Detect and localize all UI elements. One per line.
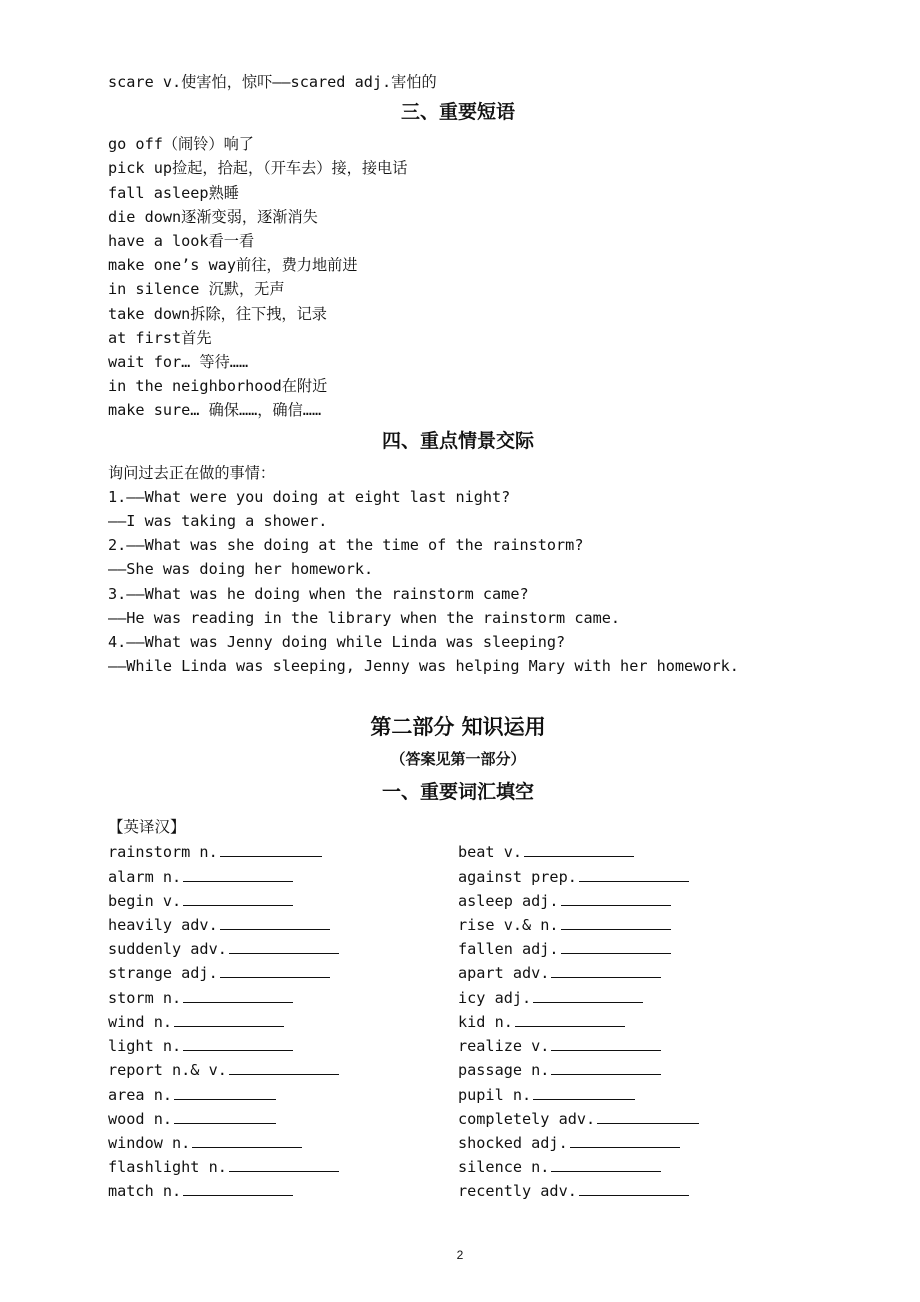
vocab-word: pupil n. — [458, 1085, 532, 1104]
answer-blank[interactable] — [551, 1059, 661, 1075]
answer-blank[interactable] — [229, 938, 339, 954]
en-to-cn-label: 【英译汉】 — [108, 818, 186, 837]
phrase-item: fall asleep熟睡 — [108, 183, 239, 202]
vocab-item — [458, 1083, 808, 1107]
dialogue-line: 4.——What was Jenny doing while Linda was sleeping? — [108, 633, 566, 652]
phrase-item: wait for… 等待…… — [108, 353, 249, 372]
phrase-item: in silence 沉默，无声 — [108, 280, 285, 299]
vocab-item — [108, 1058, 458, 1082]
dialogue-list — [108, 485, 808, 679]
vocab-item — [108, 913, 458, 937]
answer-blank[interactable] — [229, 1156, 339, 1172]
page-number: 2 — [456, 1248, 464, 1262]
vocab-item — [458, 840, 808, 864]
vocab-word: realize v. — [458, 1037, 550, 1056]
vocab-item — [458, 1131, 808, 1155]
vocab-word: recently adv. — [458, 1182, 577, 1201]
phrase-item: take down拆除，往下拽，记录 — [108, 304, 327, 323]
vocab-word: kid n. — [458, 1012, 513, 1031]
vocab-word: rise v.& n. — [458, 916, 559, 935]
vocab-word: begin v. — [108, 891, 182, 910]
phrase-item: have a look看一看 — [108, 232, 255, 251]
answer-note: （答案见第一部分） — [390, 750, 526, 769]
vocab-heading: 一、重要词汇填空 — [381, 781, 534, 804]
vocab-item — [458, 889, 808, 913]
dialogue-line: ——She was doing her homework. — [108, 560, 374, 579]
dialogue-line: 3.——What was he doing when the rainstorm came? — [108, 584, 529, 603]
vocab-item — [458, 1010, 808, 1034]
answer-blank[interactable] — [561, 938, 671, 954]
vocab-item — [458, 1058, 808, 1082]
phrase-item: in the neighborhood在附近 — [108, 377, 328, 396]
vocab-right-column — [458, 840, 808, 1203]
vocab-item — [108, 840, 458, 864]
vocab-item — [458, 1179, 808, 1203]
answer-blank[interactable] — [220, 962, 330, 978]
vocab-word: fallen adj. — [458, 940, 559, 959]
vocab-word: window n. — [108, 1133, 191, 1152]
dialogue-line: 1.——What were you doing at eight last night? — [108, 487, 511, 506]
vocab-item — [108, 889, 458, 913]
answer-blank[interactable] — [533, 1084, 635, 1100]
vocab-word: match n. — [108, 1182, 182, 1201]
vocab-word: passage n. — [458, 1061, 550, 1080]
answer-blank[interactable] — [174, 1011, 284, 1027]
vocab-item — [108, 1179, 458, 1203]
vocab-word: beat v. — [458, 843, 523, 862]
vocab-item — [458, 865, 808, 889]
vocab-left-column — [108, 840, 458, 1203]
vocab-item — [458, 986, 808, 1010]
phrase-item: die down逐渐变弱，逐渐消失 — [108, 207, 318, 226]
vocab-word: rainstorm n. — [108, 843, 218, 862]
vocab-word: asleep adj. — [458, 891, 559, 910]
vocab-word: heavily adv. — [108, 916, 218, 935]
phrase-item: make sure… 确保……，确信…… — [108, 401, 322, 420]
answer-blank[interactable] — [220, 841, 322, 857]
dialogue-intro: 询问过去正在做的事情： — [108, 463, 276, 482]
vocab-word: strange adj. — [108, 964, 218, 983]
dialogue-line: ——While Linda was sleeping, Jenny was helping Mary with her homework. — [108, 657, 739, 676]
vocab-word: apart adv. — [458, 964, 550, 983]
answer-blank[interactable] — [229, 1059, 339, 1075]
answer-blank[interactable] — [515, 1011, 625, 1027]
part-2-title: 第二部分 知识运用 — [370, 715, 546, 740]
phrase-item: at first首先 — [108, 328, 212, 347]
phrase-list — [108, 132, 808, 422]
dialogue-line: ——I was taking a shower. — [108, 512, 328, 531]
vocab-word: light n. — [108, 1037, 182, 1056]
vocab-item — [108, 865, 458, 889]
answer-blank[interactable] — [551, 1156, 661, 1172]
vocab-item — [108, 1034, 458, 1058]
dialogue-line: ——He was reading in the library when the rainstorm came. — [108, 608, 621, 627]
vocab-word: alarm n. — [108, 867, 182, 886]
document-page — [108, 70, 808, 1204]
answer-blank[interactable] — [551, 1035, 661, 1051]
vocab-word: wind n. — [108, 1012, 173, 1031]
vocab-item — [458, 1107, 808, 1131]
vocab-item — [458, 1155, 808, 1179]
answer-blank[interactable] — [570, 1132, 680, 1148]
phrase-item: make one’s way前往，费力地前进 — [108, 256, 358, 275]
answer-blank[interactable] — [183, 1035, 293, 1051]
answer-blank[interactable] — [524, 841, 634, 857]
answer-blank[interactable] — [174, 1108, 276, 1124]
vocab-word: icy adj. — [458, 988, 532, 1007]
vocab-word: shocked adj. — [458, 1133, 568, 1152]
vocab-item — [458, 937, 808, 961]
phrase-item: go off（闹铃）响了 — [108, 135, 254, 154]
answer-blank[interactable] — [533, 987, 643, 1003]
vocab-item — [108, 1010, 458, 1034]
dialogue-line: 2.——What was she doing at the time of the rainstorm? — [108, 536, 584, 555]
section-3-heading: 三、重要短语 — [400, 101, 515, 124]
answer-blank[interactable] — [183, 890, 293, 906]
vocab-word: wood n. — [108, 1109, 173, 1128]
section-4-heading: 四、重点情景交际 — [381, 429, 534, 452]
vocab-table — [108, 840, 808, 1203]
answer-blank[interactable] — [183, 866, 293, 882]
vocab-item — [108, 1083, 458, 1107]
vocab-word: silence n. — [458, 1158, 550, 1177]
vocab-word: against prep. — [458, 867, 577, 886]
vocab-item — [108, 986, 458, 1010]
vocab-item — [108, 937, 458, 961]
answer-blank[interactable] — [174, 1084, 276, 1100]
phrase-item: pick up捡起，拾起，（开车去）接，接电话 — [108, 159, 408, 178]
vocab-word: flashlight n. — [108, 1158, 227, 1177]
answer-blank[interactable] — [192, 1132, 302, 1148]
vocab-item — [458, 913, 808, 937]
vocab-word: area n. — [108, 1085, 173, 1104]
answer-blank[interactable] — [220, 914, 330, 930]
vocab-word: storm n. — [108, 988, 182, 1007]
answer-blank[interactable] — [597, 1108, 699, 1124]
vocab-item — [108, 961, 458, 985]
vocab-item — [458, 961, 808, 985]
answer-blank[interactable] — [183, 987, 293, 1003]
answer-blank[interactable] — [561, 890, 671, 906]
vocab-word: completely adv. — [458, 1109, 596, 1128]
answer-blank[interactable] — [579, 866, 689, 882]
scare-entry: scare v.使害怕，惊吓——scared adj.害怕的 — [108, 73, 437, 91]
vocab-word: report n.& v. — [108, 1061, 227, 1080]
answer-blank[interactable] — [551, 962, 661, 978]
answer-blank[interactable] — [183, 1180, 293, 1196]
answer-blank[interactable] — [561, 914, 671, 930]
vocab-item — [458, 1034, 808, 1058]
vocab-item — [108, 1155, 458, 1179]
vocab-item — [108, 1107, 458, 1131]
answer-blank[interactable] — [579, 1180, 689, 1196]
vocab-item — [108, 1131, 458, 1155]
vocab-word: suddenly adv. — [108, 940, 227, 959]
